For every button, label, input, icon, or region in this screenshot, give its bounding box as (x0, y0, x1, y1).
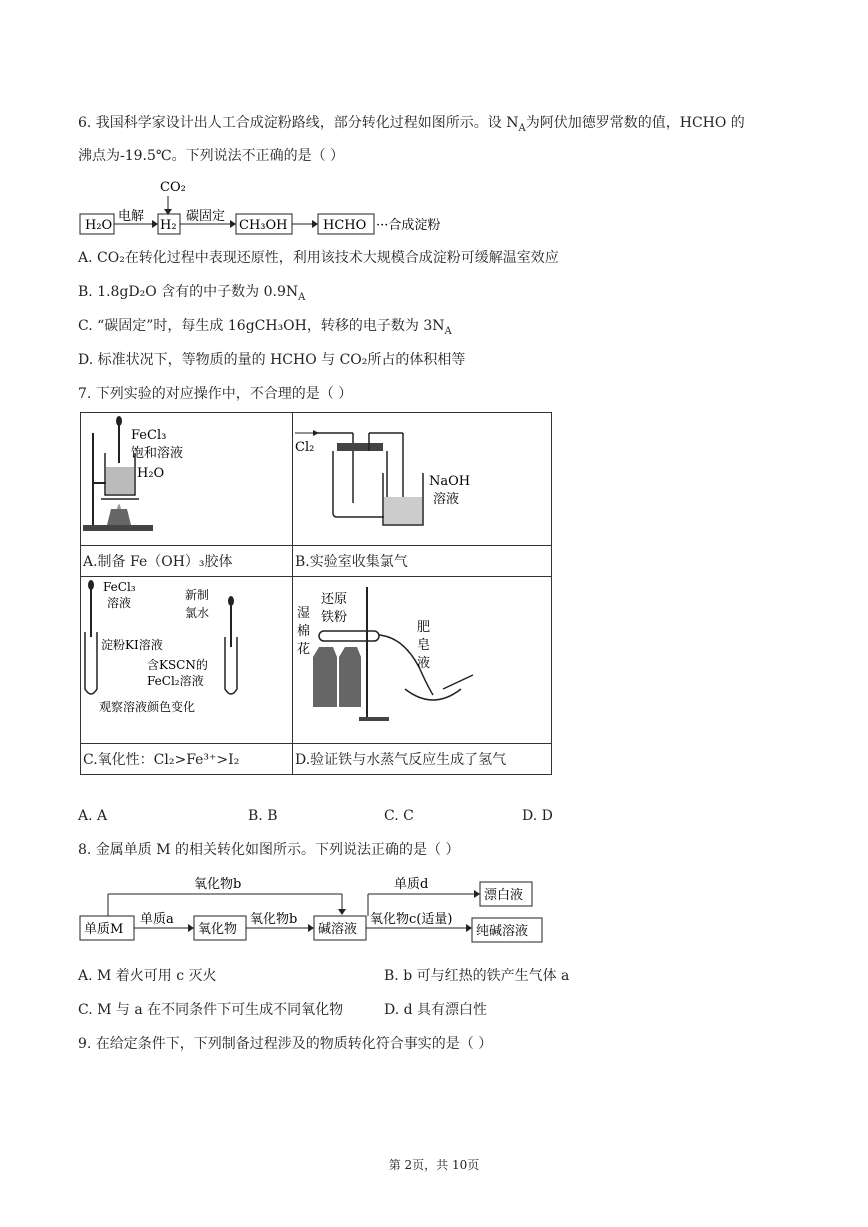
q8-arrow-c: 氧化物c(适量) (370, 912, 453, 927)
q6-flow-diagram (78, 174, 558, 238)
q7-experiment-table (80, 412, 552, 775)
q7-answer-options (78, 808, 578, 828)
svg-text:溶液: 溶液 (107, 596, 132, 610)
q6-box-h2: H₂ (160, 218, 177, 233)
q6-end-label: ···合成淀粉 (376, 218, 441, 233)
q6-option-c: C. “碳固定”时，每生成 16gCH₃OH，转移的电子数为 $3N_A$ (78, 318, 452, 337)
svg-text:Cl₂: Cl₂ (295, 440, 315, 455)
chlorine-collection-apparatus (293, 413, 551, 541)
svg-text:氯水: 氯水 (185, 606, 210, 620)
q8-option-b: B. b 可与红热的铁产生气体 a (384, 968, 570, 984)
svg-text:棉: 棉 (297, 624, 311, 639)
svg-text:FeCl₃: FeCl₃ (103, 580, 136, 594)
svg-text:饱和溶液: 饱和溶液 (131, 446, 184, 461)
q8-box-bleach: 漂白液 (484, 888, 524, 903)
q6-arrow-carbon-fix: 碳固定 (186, 209, 226, 224)
svg-text:溶液: 溶液 (433, 492, 460, 507)
svg-text:花: 花 (297, 642, 311, 657)
q7-answer-d: D. D (522, 808, 553, 824)
svg-text:新制: 新制 (185, 588, 210, 602)
q6-option-b: B. 1.8gD₂O 含有的中子数为 $0.9N_A$ (78, 284, 306, 303)
q8-flow-diagram (78, 868, 558, 948)
q6-stem-line1: 6. 我国科学家设计出人工合成淀粉路线，部分转化过程如图所示。设 $N_A$为阿伏加德罗常数的值，HCHO 的 (78, 115, 745, 134)
q8-box-soda: 纯碱溶液 (476, 924, 529, 939)
svg-text:FeCl₂溶液: FeCl₂溶液 (147, 674, 204, 688)
q8-box-m: 单质M (84, 922, 124, 937)
q7-stem: 7. 下列实验的对应操作中，不合理的是（ ） (78, 386, 353, 402)
q7-answer-b: B. B (248, 808, 278, 824)
svg-text:FeCl₃: FeCl₃ (131, 428, 167, 443)
q8-arrow-a: 单质a (140, 912, 174, 927)
svg-text:液: 液 (417, 656, 431, 671)
q8-arrow-b: 氧化物b (250, 912, 298, 927)
q8-box-oxide: 氧化物 (198, 922, 238, 937)
q7-cell-b-figure (293, 413, 552, 546)
svg-text:还原: 还原 (321, 592, 348, 607)
q8-option-a: A. M 着火可用 c 灭火 (78, 968, 217, 984)
q7-cell-a-figure (81, 413, 293, 546)
svg-text:NaOH: NaOH (429, 474, 471, 489)
svg-text:皂: 皂 (417, 638, 431, 653)
q8-top-label-b: 氧化物b (194, 877, 242, 892)
q9-stem: 9. 在给定条件下，下列制备过程涉及的物质转化符合事实的是（ ） (78, 1036, 493, 1052)
q6-box-h2o: H₂O (85, 218, 113, 233)
q7-cell-d-caption: D.验证铁与水蒸气反应生成了氢气 (293, 744, 552, 775)
q8-option-d: D. d 具有漂白性 (384, 1002, 488, 1018)
q6-box-ch3oh: CH₃OH (239, 218, 288, 233)
q7-cell-b-caption: B.实验室收集氯气 (293, 546, 552, 577)
q6-option-a: A. CO₂在转化过程中表现还原性，利用该技术大规模合成淀粉可缓解温室效应 (78, 250, 559, 266)
page-footer: 第 2页，共 10页 (388, 1158, 480, 1172)
q8-option-c: C. M 与 a 在不同条件下可生成不同氧化物 (78, 1002, 344, 1018)
oxidation-test-tubes (81, 577, 291, 739)
svg-text:观察溶液颜色变化: 观察溶液颜色变化 (99, 700, 196, 714)
svg-text:含KSCN的: 含KSCN的 (147, 658, 208, 672)
q7-cell-c-caption: C.氧化性：Cl₂>Fe³⁺>I₂ (81, 744, 293, 775)
q8-box-alkali: 碱溶液 (318, 922, 358, 937)
svg-text:铁粉: 铁粉 (321, 610, 348, 625)
q6-arrow-electrolysis: 电解 (118, 209, 145, 224)
q8-top-label-d: 单质d (394, 877, 429, 892)
q6-box-hcho: HCHO (323, 218, 367, 233)
q6-stem-line2: 沸点为-19.5℃。下列说法不正确的是（ ） (78, 148, 345, 164)
q7-cell-a-caption: A.制备 Fe（OH）₃胶体 (81, 546, 293, 577)
ferric-hydroxide-colloid-apparatus (81, 413, 291, 541)
svg-text:H₂O: H₂O (137, 466, 165, 481)
svg-text:淀粉KI溶液: 淀粉KI溶液 (101, 638, 163, 652)
svg-text:湿: 湿 (297, 606, 311, 621)
iron-steam-reaction-apparatus (293, 577, 551, 739)
q7-cell-d-figure (293, 577, 552, 744)
q7-cell-c-figure (81, 577, 293, 744)
q8-stem: 8. 金属单质 M 的相关转化如图所示。下列说法正确的是（ ） (78, 842, 460, 858)
q7-answer-a: A. A (78, 808, 108, 824)
q6-co2-label: CO₂ (160, 180, 186, 195)
q6-option-d: D. 标准状况下，等物质的量的 HCHO 与 CO₂所占的体积相等 (78, 352, 466, 368)
q7-answer-c: C. C (384, 808, 414, 824)
svg-text:肥: 肥 (417, 620, 431, 635)
